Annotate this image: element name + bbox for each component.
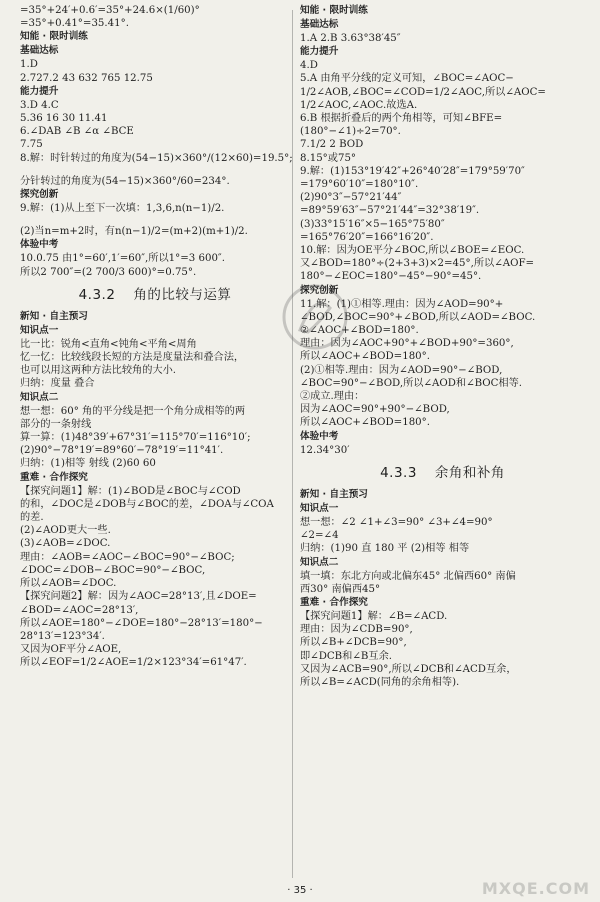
text-line: 西30° 南偏西45° bbox=[300, 583, 381, 595]
subheading: 知识点二 bbox=[300, 556, 339, 568]
text-line: 忆一忆：比较线段长短的方法是度量法和叠合法， bbox=[20, 352, 245, 364]
text-line: 又因为∠ACB=90°,所以∠DCB和∠ACD互余， bbox=[300, 663, 517, 675]
left-column bbox=[20, 4, 293, 670]
text-line: 理由：因为∠CDB=90°, bbox=[300, 624, 413, 636]
text-line: 【探究问题1】解：∠B=∠ACD. bbox=[300, 610, 448, 622]
text-line: 的和，∠DOC是∠DOB与∠BOC的差，∠DOA与∠COA bbox=[20, 498, 274, 510]
subheading: 知识点一 bbox=[20, 324, 59, 336]
subheading: 能力提升 bbox=[20, 85, 59, 97]
text-line: 5.36 16 30 11.41 bbox=[20, 113, 108, 125]
text-line: 2.727.2 43 632 765 12.75 bbox=[20, 72, 153, 84]
text-line: 理由：因为∠AOC+90°+∠BOD+90°=360°, bbox=[300, 338, 514, 350]
text-line: 部分的一条射线 bbox=[20, 418, 92, 430]
text-line: (2)当n=m+2时，有n(n−1)/2=(m+2)(m+1)/2. bbox=[20, 226, 248, 238]
subheading: 探究创新 bbox=[300, 284, 339, 296]
text-line: =35°+24′+0.6′=35°+24.6×(1/60)° bbox=[20, 5, 200, 16]
text-line: (3)33°15′16″×5−165°75′80″ bbox=[300, 218, 445, 230]
text-line: 1/2∠AOC,∠AOC.故选A. bbox=[300, 99, 418, 111]
text-line: 28°13′=123°34′. bbox=[20, 630, 105, 642]
section-name: 余角和补角 bbox=[434, 464, 505, 481]
section-number: 4.3.3 bbox=[380, 464, 417, 481]
text-line: 比一比：锐角<直角<钝角<平角<周角 bbox=[20, 338, 197, 350]
text-line: 10.0.75 由1°=60′,1′=60″,所以1°=3 600″. bbox=[20, 253, 225, 265]
text-line: 7.1/2 2 BOD bbox=[300, 139, 364, 151]
text-line: (2)∠AOD更大一些. bbox=[20, 525, 111, 537]
text-line: 6.∠DAB ∠B ∠α ∠BCE bbox=[20, 126, 134, 138]
text-line: 【探究问题1】解：(1)∠BOD是∠BOC与∠COD bbox=[20, 485, 241, 497]
text-line: 的差. bbox=[20, 512, 44, 524]
subheading: 知能 · 限时训练 bbox=[300, 5, 368, 16]
text-line: 所以∠AOB=∠DOC. bbox=[20, 578, 117, 590]
subheading: 基础达标 bbox=[20, 45, 59, 57]
text-line: 4.D bbox=[300, 60, 318, 72]
subheading: 知识点一 bbox=[300, 502, 339, 514]
section-name: 角的比较与运算 bbox=[133, 286, 232, 303]
text-line: 9.解：(1)从上至下一次填：1,3,6,n(n−1)/2. bbox=[20, 203, 225, 215]
subheading: 探究创新 bbox=[20, 189, 59, 201]
text-line: 1.A 2.B 3.63°38′45″ bbox=[300, 33, 401, 44]
column-divider bbox=[292, 10, 293, 878]
text-line: 所以∠B+∠DCB=90°, bbox=[300, 637, 407, 649]
text-line: ∠BOD,∠BOC=90°+∠BOD,所以∠AOD=∠BOC. bbox=[300, 311, 536, 323]
text-line: 所以∠EOF=1/2∠AOE=1/2×123°34′=61°47′. bbox=[20, 657, 247, 669]
section-number: 4.3.2 bbox=[78, 286, 116, 303]
subheading: 体验中考 bbox=[300, 430, 339, 442]
subheading: 基础达标 bbox=[300, 19, 339, 30]
text-line: 8.解：时针转过的角度为(54−15)×360°/(12×60)=19.5°; bbox=[20, 152, 293, 164]
text-line: 12.34°30′ bbox=[300, 444, 350, 456]
watermark bbox=[481, 852, 590, 898]
text-line: 又∠BOD=180°÷(2+3+3)×2=45°,所以∠AOF= bbox=[300, 258, 535, 270]
text-line: 1.D bbox=[20, 59, 38, 71]
text-line: =89°59′63″−57°21′44″=32°38′19″. bbox=[300, 205, 480, 217]
text-line: ②成立.理由： bbox=[300, 391, 365, 403]
subheading: 体验中考 bbox=[20, 239, 59, 251]
text-line: 3.D 4.C bbox=[20, 99, 59, 111]
text-line: 10.解：因为OE平分∠BOC,所以∠BOE=∠EOC. bbox=[300, 245, 525, 257]
text-line: 所以∠AOE=180°−∠DOE=180°−28°13′=180°− bbox=[20, 617, 263, 629]
subheading: 知识点二 bbox=[20, 391, 59, 403]
text-line: 8.15°或75° bbox=[300, 152, 357, 164]
text-line: 归纳：(1)90 直 180 平 (2)相等 相等 bbox=[300, 543, 470, 555]
text-line: ②∠AOC+∠BOD=180°. bbox=[300, 325, 419, 337]
text-line: ∠2=∠4 bbox=[300, 530, 339, 542]
text-line: (180°−∠1)÷2=70°. bbox=[300, 126, 401, 138]
text-line: 想一想：60° 角的平分线是把一个角分成相等的两 bbox=[20, 405, 246, 417]
stamp-logo bbox=[280, 282, 350, 352]
text-line: (2)①相等.理由：因为∠AOD=90°−∠BOD, bbox=[300, 364, 503, 376]
text-line: 填一填：东北方向或北偏东45° 北偏西60° 南偏 bbox=[300, 570, 516, 582]
text-line: =165°76′20″=166°16′20″. bbox=[300, 231, 434, 243]
watermark-text: MXQE.COM bbox=[481, 879, 590, 898]
subheading: 能力提升 bbox=[300, 46, 339, 58]
subheading: 知能 · 限时训练 bbox=[20, 31, 88, 43]
text-line bbox=[20, 165, 290, 175]
text-line: ∠BOD=∠AOC=28°13′, bbox=[20, 604, 139, 616]
page-number: · 35 · bbox=[287, 885, 313, 896]
section-title bbox=[300, 460, 585, 486]
text-line: =179°60′10″=180°10″. bbox=[300, 179, 419, 191]
subheading: 重难 · 合作探究 bbox=[20, 471, 88, 483]
text-line: 想一想：∠2 ∠1+∠3=90° ∠3+∠4=90° bbox=[300, 516, 493, 528]
text-line: 即∠DCB和∠B互余. bbox=[300, 650, 392, 662]
text-line: 6.B 根据折叠后的两个角相等，可知∠BFE= bbox=[300, 113, 503, 125]
text-line: 1/2∠AOB,∠BOC=∠COD=1/2∠AOC,所以∠AOC= bbox=[300, 86, 546, 98]
text-line: =35°+0.41°=35.41°. bbox=[20, 18, 129, 30]
text-line: 因为∠AOC=90°+90°−∠BOD, bbox=[300, 404, 450, 416]
text-line: 5.A 由角平分线的定义可知，∠BOC=∠AOC− bbox=[300, 73, 514, 85]
text-line: ∠DOC=∠DOB−∠BOC=90°−∠BOC, bbox=[20, 564, 206, 576]
text-line: 理由：∠AOB=∠AOC−∠BOC=90°−∠BOC; bbox=[20, 551, 235, 563]
text-line: (2)90°3″−57°21′44″ bbox=[300, 192, 402, 204]
text-line: 也可以用这两种方法比较角的大小. bbox=[20, 365, 177, 377]
subheading: 新知 · 自主预习 bbox=[300, 488, 368, 500]
text-line: 所以∠B=∠ACD(同角的余角相等). bbox=[300, 676, 460, 688]
text-line: 7.75 bbox=[20, 139, 43, 151]
text-line: ∠BOC=90°−∠BOD,所以∠AOD和∠BOC相等. bbox=[300, 377, 523, 389]
section-title bbox=[20, 282, 290, 308]
text-line: (3)∠AOB=∠DOC. bbox=[20, 538, 111, 550]
text-line: 所以∠AOC+∠BOD=180°. bbox=[300, 351, 430, 363]
text-line: 归纳：度量 叠合 bbox=[20, 378, 95, 390]
text-line: 又因为OF平分∠AOE, bbox=[20, 644, 122, 656]
text-line: 所以∠AOC+∠BOD=180°. bbox=[300, 417, 430, 429]
text-line: 【探究问题2】解：因为∠AOC=28°13′,且∠DOE= bbox=[20, 591, 257, 603]
text-line: 11.解：(1)①相等.理由：因为∠AOD=90°+ bbox=[300, 298, 504, 310]
text-line bbox=[20, 215, 290, 225]
text-line: 180°−∠EOC=180°−45°−90°=45°. bbox=[300, 271, 482, 283]
text-line: 归纳：(1)相等 射线 (2)60 60 bbox=[20, 458, 156, 470]
subheading: 新知 · 自主预习 bbox=[20, 310, 88, 322]
text-line: 算一算：(1)48°39′+67°31′=115°70′=116°10′; bbox=[20, 432, 251, 444]
text-line: 分针转过的角度为(54−15)×360°/60=234°. bbox=[20, 175, 230, 187]
text-line: 所以2 700″=(2 700/3 600)°=0.75°. bbox=[20, 266, 197, 278]
text-line: 9.解：(1)153°19′42″+26°40′28″=179°59′70″ bbox=[300, 165, 525, 177]
text-line: (2)90°−78°19′=89°60′−78°19′=11°41′. bbox=[20, 445, 224, 457]
subheading: 重难 · 合作探究 bbox=[300, 596, 368, 608]
